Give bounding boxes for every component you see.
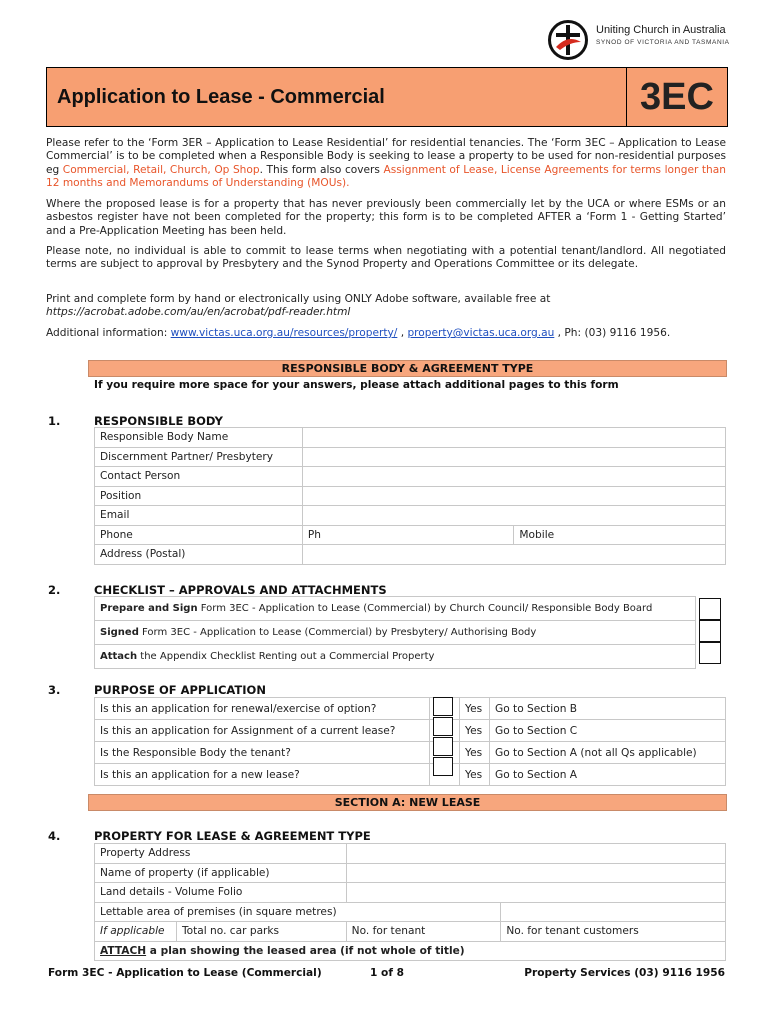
page-title: Application to Lease - Commercial — [57, 86, 385, 108]
footer-page-number: 1 of 8 — [370, 967, 405, 979]
intro-paragraph-3: Please note, no individual is able to commit to lease terms when negotiating with a potential tenant/landlord. All negotiated terms are subject to approval by Presbytery and the Synod Property and Operations Committee or its delegate. — [46, 245, 726, 271]
purpose-checkbox-tenant[interactable] — [433, 737, 453, 756]
section-3-heading: PURPOSE OF APPLICATION — [94, 683, 266, 697]
property-table — [94, 843, 726, 961]
section-2-number: 2. — [48, 583, 61, 597]
intro-paragraph-1: Please refer to the ‘Form 3ER – Application to Lease Residential’ for residential tenancies. The ‘Form 3EC – Application to Lease Commercial’ is to be completed when a Responsible Body is seeking to lease a property to be used for non-residential purposes eg Commercial, Retail, Church, Op Shop. This form also covers Assignment of Lease, License Agreements for terms longer than 12 months and Memorandums of Understanding (MOUs). — [46, 137, 726, 189]
mobile-field[interactable]: Mobile — [514, 525, 726, 545]
table-row: Discernment Partner/ Presbytery — [95, 447, 726, 467]
car-parks-field[interactable]: Total no. car parks — [176, 922, 346, 942]
responsible-body-name-field[interactable] — [302, 428, 725, 448]
section-1-heading: RESPONSIBLE BODY — [94, 414, 223, 428]
highlight-uses: Commercial, Retail, Church, Op Shop — [62, 163, 260, 176]
table-row: Name of property (if applicable) — [95, 863, 726, 883]
table-row: ATTACH a plan showing the leased area (if not whole of title) — [95, 941, 726, 961]
section-3-number: 3. — [48, 683, 61, 697]
section-4-number: 4. — [48, 829, 61, 843]
table-row: Land details - Volume Folio — [95, 883, 726, 903]
table-row: Phone Ph Mobile — [95, 525, 726, 545]
section-bar-new-lease: SECTION A: NEW LEASE — [88, 794, 727, 811]
table-row: Position — [95, 486, 726, 506]
space-note: If you require more space for your answers, please attach additional pages to this form — [94, 379, 619, 391]
section-bar-responsible-body: RESPONSIBLE BODY & AGREEMENT TYPE — [88, 360, 727, 377]
phone-field[interactable]: Ph — [302, 525, 514, 545]
section-4-heading: PROPERTY FOR LEASE & AGREEMENT TYPE — [94, 829, 371, 843]
synod-name: SYNOD OF VICTORIA AND TASMANIA — [596, 39, 730, 46]
property-name-field[interactable] — [346, 863, 725, 883]
table-row: Is this an application for Assignment of a current lease? Yes Go to Section C — [95, 720, 726, 742]
position-field[interactable] — [302, 486, 725, 506]
table-row: Property Address — [95, 844, 726, 864]
highlight-covers: Assignment of Lease, License Agreements for terms longer than 12 months and Memorandums of Understanding (MOUs). — [46, 163, 726, 189]
intro-paragraph-5: Additional information: www.victas.uca.org.au/resources/property/ , property@victas.uca.org.au , Ph: (03) 9116 1956. — [46, 327, 671, 339]
table-row: If applicable Total no. car parks No. for tenant No. for tenant customers — [95, 922, 726, 942]
postal-address-field[interactable] — [302, 545, 725, 565]
responsible-body-table — [94, 427, 726, 565]
table-row: Responsible Body Name — [95, 428, 726, 448]
purpose-table — [94, 697, 726, 786]
checklist-item: Signed Form 3EC - Application to Lease (Commercial) by Presbytery/ Authorising Body — [95, 621, 696, 645]
checklist-item: Attach the Appendix Checklist Renting out a Commercial Property — [95, 645, 696, 669]
volume-folio-field[interactable] — [346, 883, 725, 903]
adobe-url[interactable]: https://acrobat.adobe.com/au/en/acrobat/pdf-reader.html — [46, 306, 351, 319]
form-code: 3EC — [626, 68, 727, 126]
purpose-checkbox-renewal[interactable] — [433, 697, 453, 716]
checklist-table — [94, 596, 696, 669]
table-row: Is this an application for renewal/exercise of option? Yes Go to Section B — [95, 698, 726, 720]
lettable-area-field[interactable] — [501, 902, 726, 922]
property-address-field[interactable] — [346, 844, 725, 864]
property-email-link[interactable]: property@victas.uca.org.au — [407, 327, 555, 339]
uca-emblem-icon — [548, 20, 588, 60]
table-row: Lettable area of premises (in square metres) — [95, 902, 726, 922]
tenant-car-parks-field[interactable]: No. for tenant — [346, 922, 501, 942]
footer-contact: Property Services (03) 9116 1956 — [524, 967, 725, 979]
checklist-checkbox-prepare[interactable] — [699, 598, 721, 620]
contact-person-field[interactable] — [302, 467, 725, 487]
section-2-heading: CHECKLIST – APPROVALS AND ATTACHMENTS — [94, 583, 387, 597]
checklist-checkbox-attach[interactable] — [699, 642, 721, 664]
uca-logo — [548, 18, 738, 62]
section-1-number: 1. — [48, 414, 61, 428]
property-link[interactable]: www.victas.uca.org.au/resources/property/ — [170, 327, 398, 339]
email-field[interactable] — [302, 506, 725, 526]
footer-form-name: Form 3EC - Application to Lease (Commercial) — [48, 967, 322, 979]
table-row: Is the Responsible Body the tenant? Yes Go to Section A (not all Qs applicable) — [95, 742, 726, 764]
table-row: Is this an application for a new lease? Yes Go to Section A — [95, 764, 726, 786]
table-row: Email — [95, 506, 726, 526]
table-row: Contact Person — [95, 467, 726, 487]
intro-paragraph-4: Print and complete form by hand or electronically using ONLY Adobe software, available free at https://acrobat.adobe.com/au/en/acrobat/pdf-reader.html — [46, 293, 551, 319]
title-banner — [46, 67, 728, 127]
presbytery-field[interactable] — [302, 447, 725, 467]
table-row: Address (Postal) — [95, 545, 726, 565]
customer-car-parks-field[interactable]: No. for tenant customers — [501, 922, 726, 942]
intro-paragraph-2: Where the proposed lease is for a property that has never previously been commercially let by the UCA or where ESMs or an asbestos register have not been completed for the property; this form is to be completed AFTER a ‘Form 1 - Getting Started’ and a Pre-Application Meeting has been held. — [46, 198, 726, 237]
checklist-item: Prepare and Sign Form 3EC - Application to Lease (Commercial) by Church Council/ Responsible Body Board — [95, 597, 696, 621]
purpose-checkbox-assignment[interactable] — [433, 717, 453, 736]
checklist-checkbox-signed[interactable] — [699, 620, 721, 642]
org-name: Uniting Church in Australia — [596, 24, 726, 36]
purpose-checkbox-new-lease[interactable] — [433, 757, 453, 776]
